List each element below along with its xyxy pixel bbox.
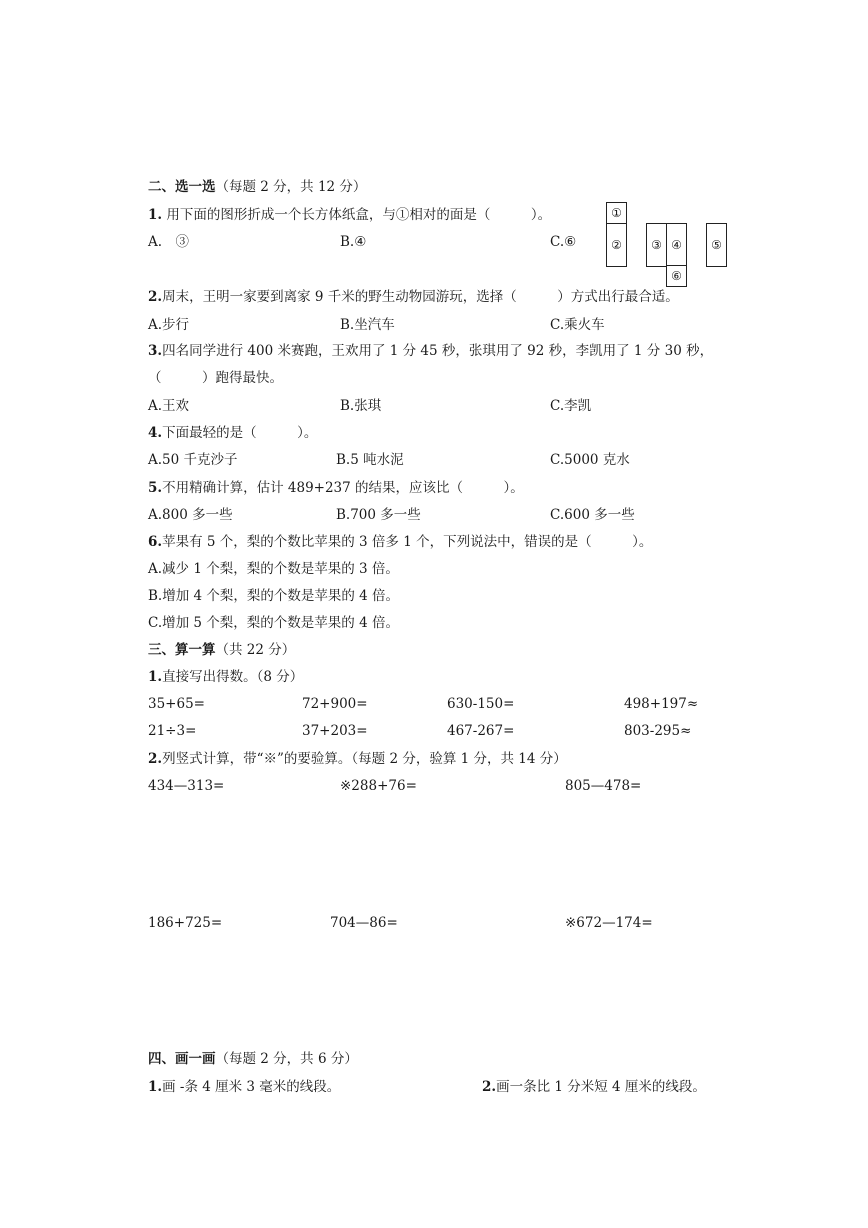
q2-3-opt-a: A.王欢	[148, 398, 190, 414]
q2-6	[148, 533, 652, 551]
q2-2-num: 2.	[148, 289, 163, 305]
section4-title: 四、画一画	[148, 1051, 216, 1067]
q4-2-num: 2.	[482, 1079, 497, 1095]
q2-6-opt-a: A.减少 1 个梨，梨的个数是苹果的 3 倍。	[148, 561, 399, 577]
q2-5	[148, 479, 524, 497]
vertical-calc-item: ※288+76=	[340, 778, 417, 794]
net-face-3: ③	[646, 223, 667, 267]
q2-3-opt-b: B.张琪	[340, 398, 382, 414]
q4-1-num: 1.	[148, 1079, 163, 1095]
q2-1-text: 用下面的图形折成一个长方体纸盒，与①相对的面是（ ）。	[166, 207, 552, 223]
q2-6-opt-c: C.增加 5 个梨，梨的个数是苹果的 4 倍。	[148, 615, 399, 631]
calc-item: 467-267=	[447, 723, 515, 739]
section2-heading	[148, 178, 366, 196]
section2-title: 二、选一选	[148, 179, 216, 195]
q2-1-num: 1.	[148, 207, 163, 223]
q4-1-text: 画 -条 4 厘米 3 毫米的线段。	[162, 1079, 341, 1095]
net-face-2: ②	[606, 223, 627, 267]
net-face-6: ⑥	[666, 265, 687, 287]
q3-1	[148, 668, 303, 686]
q4-2	[482, 1078, 706, 1096]
q2-4-opt-a: A.50 千克沙子	[148, 452, 238, 468]
vertical-calc-item: 186+725=	[148, 915, 223, 931]
q2-4	[148, 424, 317, 442]
section3-note: （共 22 分）	[215, 642, 296, 658]
vertical-calc-item: 805—478=	[565, 778, 642, 794]
section3-title: 三、算一算	[148, 642, 216, 658]
q2-3	[148, 342, 713, 360]
q2-3-text: 四名同学进行 400 米赛跑，王欢用了 1 分 45 秒，张琪用了 92 秒，李凯用了 1 分 30 秒，	[162, 343, 714, 359]
section4-heading	[148, 1050, 358, 1068]
calc-item: 21÷3=	[148, 723, 197, 739]
calc-item: 498+197≈	[624, 696, 699, 712]
q2-5-text: 不用精确计算，估计 489+237 的结果，应该比（ ）。	[162, 480, 524, 496]
q2-6-num: 6.	[148, 534, 163, 550]
q2-6-opt-b: B.增加 4 个梨，梨的个数是苹果的 4 倍。	[148, 588, 400, 604]
vertical-calc-item: 434—313=	[148, 778, 225, 794]
q2-4-opt-b: B.5 吨水泥	[336, 452, 404, 468]
cuboid-net-figure	[606, 202, 726, 286]
q2-1	[148, 206, 551, 224]
q2-2-opt-b: B.坐汽车	[340, 317, 395, 333]
q2-4-num: 4.	[148, 425, 163, 441]
q2-3-num: 3.	[148, 343, 163, 359]
q2-6-text: 苹果有 5 个，梨的个数比苹果的 3 倍多 1 个，下列说法中，错误的是（ ）。	[162, 534, 653, 550]
q2-5-opt-a: A.800 多一些	[148, 507, 233, 523]
q2-5-opt-c: C.600 多一些	[550, 507, 635, 523]
q2-5-opt-b: B.700 多一些	[336, 507, 421, 523]
calc-item: 803-295≈	[624, 723, 692, 739]
q2-3-text2: （ ）跑得最快。	[148, 370, 283, 386]
q3-2	[148, 750, 567, 768]
q3-2-num: 2.	[148, 751, 163, 767]
q4-2-text: 画一条比 1 分米短 4 厘米的线段。	[496, 1079, 706, 1095]
section2-note: （每题 2 分，共 12 分）	[215, 179, 367, 195]
section4-note: （每题 2 分，共 6 分）	[215, 1051, 358, 1067]
net-face-5: ⑤	[706, 223, 727, 267]
net-face-1: ①	[606, 202, 627, 224]
calc-item: 630-150=	[447, 696, 515, 712]
calc-item: 37+203=	[302, 723, 368, 739]
q3-1-text: 直接写出得数。（8 分）	[162, 669, 304, 685]
section3-heading	[148, 641, 295, 659]
q4-1	[148, 1078, 340, 1096]
q2-1-opt-b: B.④	[340, 234, 367, 250]
q2-4-opt-c: C.5000 克水	[550, 452, 630, 468]
q2-1-opt-c: C.⑥	[550, 234, 577, 250]
net-face-4: ④	[666, 223, 687, 267]
q2-5-num: 5.	[148, 480, 163, 496]
q2-4-text: 下面最轻的是（ ）。	[162, 425, 318, 441]
calc-item: 72+900=	[302, 696, 368, 712]
calc-item: 35+65=	[148, 696, 205, 712]
q3-2-text: 列竖式计算，带“※”的要验算。（每题 2 分，验算 1 分，共 14 分）	[162, 751, 567, 767]
vertical-calc-item: 704—86=	[330, 915, 398, 931]
vertical-calc-item: ※672—174=	[565, 915, 653, 931]
q2-2-text: 周末，王明一家要到离家 9 千米的野生动物园游玩，选择（ ）方式出行最合适。	[162, 289, 679, 305]
q3-1-num: 1.	[148, 669, 163, 685]
q2-1-opt-a: A. ③	[148, 234, 190, 250]
q2-2-opt-c: C.乘火车	[550, 317, 605, 333]
q2-2-opt-a: A.步行	[148, 317, 190, 333]
q2-3-opt-c: C.李凯	[550, 398, 592, 414]
q2-2	[148, 288, 679, 306]
